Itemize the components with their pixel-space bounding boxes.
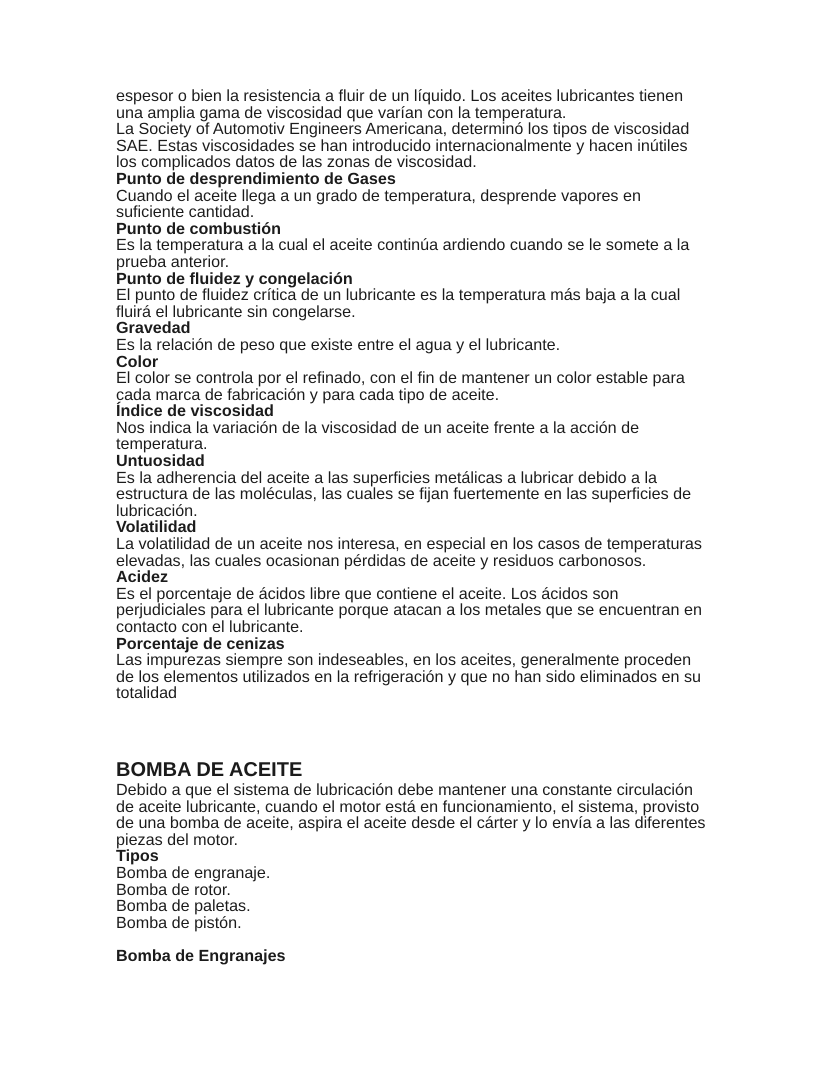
section-subheading: Punto de combustión [116,219,281,238]
document-content [116,88,712,965]
paragraph: La volatilidad de un aceite nos interesa, en especial en los casos de temperaturas elevadas, las cuales ocasionan pérdidas de aceite y residuos carbonosos. [116,535,702,570]
paragraph: Bomba de paletas. [116,897,251,916]
paragraph: Bomba de engranaje. [116,863,271,882]
section-subheading: Tipos [116,847,159,866]
paragraph: La Society of Automotiv Engineers Americana, determinó los tipos de viscosidad SAE. Estas viscosidades se han introducido internacionalmente y hacen inútiles los complicados datos de las zonas de viscosidad. [116,120,690,172]
section-subheading: Porcentaje de cenizas [116,634,285,653]
paragraph: El color se controla por el refinado, con el fin de mantener un color estable para cada marca de fabricación y para cada tipo de aceite. [116,369,685,404]
section-subheading: Bomba de Engranajes [116,947,286,966]
paragraph: Bomba de rotor. [116,880,231,899]
paragraph: Debido a que el sistema de lubricación debe mantener una constante circulación de aceite lubricante, cuando el motor está en funcionamiento, el sistema, provisto de una bomba de aceite, aspira el aceite desde el cárter y lo envía a las diferentes piezas del motor. [116,780,706,849]
paragraph: Es el porcentaje de ácidos libre que contiene el aceite. Los ácidos son perjudiciales para el lubricante porque atacan a los metales que se encuentran en contacto con el lubricante. [116,584,702,636]
section-subheading: Gravedad [116,319,191,338]
section-subheading: Índice de viscosidad [116,402,274,421]
section-subheading: Color [116,352,159,371]
paragraph: Las impurezas siempre son indeseables, en los aceites, generalmente proceden de los elementos utilizados en la refrigeración y que no han sido eliminados en su totalidad [116,651,702,703]
paragraph: Es la adherencia del aceite a las superficies metálicas a lubricar debido a la estructura de las moléculas, las cuales se fijan fuertemente en las superficies de lubricación. [116,468,692,520]
paragraph: Es la relación de peso que existe entre el agua y el lubricante. [116,335,561,354]
section-subheading: Untuosidad [116,452,205,471]
paragraph: Es la temperatura a la cual el aceite continúa ardiendo cuando se le somete a la prueba anterior. [116,236,690,271]
section-subheading: Punto de desprendimiento de Gases [116,169,396,188]
paragraph: Cuando el aceite llega a un grado de temperatura, desprende vapores en suficiente cantidad. [116,186,641,222]
paragraph: espesor o bien la resistencia a fluir de un líquido. Los aceites lubricantes tienen una amplia gama de viscosidad que varían con la temperatura. [116,87,684,122]
section-subheading: Volatilidad [116,518,197,537]
section-subheading: Acidez [116,568,169,587]
paragraph: Bomba de pistón. [116,913,242,932]
paragraph: Nos indica la variación de la viscosidad de un aceite frente a la acción de temperatura. [116,418,640,454]
section-title: BOMBA DE ACEITE [116,758,303,781]
section-subheading: Punto de fluidez y congelación [116,269,353,288]
paragraph: El punto de fluidez crítica de un lubricante es la temperatura más baja a la cual fluirá el lubricante sin congelarse. [116,286,681,321]
